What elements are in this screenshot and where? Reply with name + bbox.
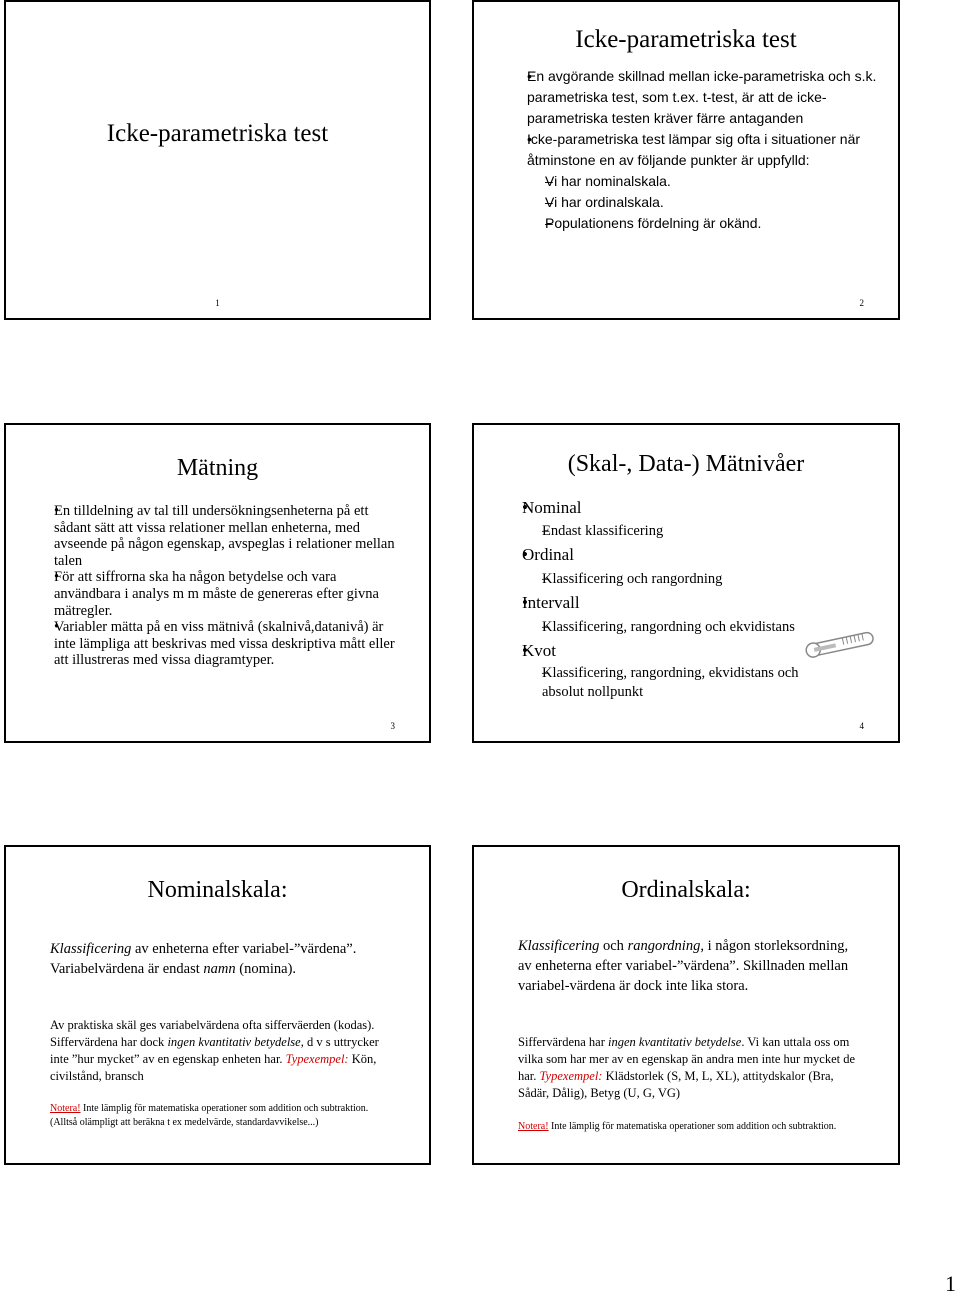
slide-6-note: Notera! Inte lämplig för matematiska operationer som addition och subtraktion. — [518, 1121, 837, 1132]
bullet-item: • En avgörande skillnad mellan icke-parametriska och s.k. parametriska test, som t.ex. t-test, är att de icke-parametriska testen kräver färre antaganden — [507, 66, 892, 129]
slide-1 — [4, 0, 431, 320]
slide-2-title: Icke-parametriska test — [575, 26, 797, 53]
slide-6-paragraph-2: Siffervärdena har ingen kvantitativ betydelse. Vi kan uttala oss om vilka som har mer av en egenskap än andra men inte hur mycket de har. Typexempel: Klädstorlek (S, M, L, XL), attitydskalor (Bra, Sådär, Dålig), Betyg (U, G, VG) — [518, 1035, 856, 1100]
slide-5-note: Notera! Inte lämplig för matematiska operationer som addition och subtraktion. (Alltså olämpligt att beräkna t ex medelvärde, standardavvikelse...) — [50, 1103, 369, 1128]
bullet-item: • Variabler mätta på en viss mätnivå (skalnivå,datanivå) är inte lämpliga att beskrivas med vissa deskriptiva mått eller att illustreras med vissa diagramtyper. — [30, 619, 402, 669]
slide-2-number: 2 — [859, 298, 864, 308]
bullet-item: • Icke-parametriska test lämpar sig ofta i situationer när åtminstone en av följande punkter är uppfylld: — [507, 129, 892, 171]
level-desc: – Klassificering, rangordning, ekvidistans och absolut nollpunkt — [504, 664, 864, 702]
level-item: • Ordinal — [504, 542, 864, 568]
level-item: • Nominal — [504, 496, 864, 520]
bullet-item: • För att siffrorna ska ha någon betydelse och vara användbara i analys m m måste de genereras efter givna mätregler. — [30, 569, 402, 619]
slide-3-number: 3 — [390, 721, 395, 731]
level-item: • Intervall — [504, 590, 864, 616]
slide-3 — [4, 423, 431, 743]
slide-4-levels — [504, 496, 864, 702]
slide-5 — [4, 845, 431, 1165]
slide-1-title: Icke-parametriska test — [106, 120, 329, 147]
level-desc: – Klassificering och rangordning — [504, 568, 864, 590]
note-label: Notera! — [518, 1121, 549, 1132]
slide-1-number: 1 — [215, 298, 220, 308]
slide-3-bullets — [30, 503, 402, 669]
slide-6-title: Ordinalskala: — [621, 877, 751, 903]
level-desc: – Endast klassificering — [504, 520, 864, 542]
sub-item: – Vi har ordinalskala. — [507, 192, 892, 213]
note-label: Notera! — [50, 1103, 81, 1114]
page-number: 1 — [945, 1271, 956, 1296]
slide-4-number: 4 — [859, 721, 864, 731]
slide-4-title: (Skal-, Data-) Mätnivåer — [567, 451, 805, 477]
thermometer-icon — [802, 621, 882, 671]
slide-2-bullets — [507, 66, 892, 234]
slide-2 — [472, 0, 900, 320]
slide-6-paragraph-1: Klassificering och rangordning, i någon storleksordning, av enheterna efter variabel-”värdena”. Skillnaden mellan variabel-värdena är dock inte lika stora. — [518, 938, 849, 994]
slide-6 — [472, 845, 900, 1165]
slide-5-title: Nominalskala: — [147, 877, 288, 903]
sub-item: – Populationens fördelning är okänd. — [507, 213, 892, 234]
level-item: • Kvot — [504, 638, 864, 664]
bullet-item: • En tilldelning av tal till undersökningsenheterna på ett sådant sätt att vissa relationer mellan enheterna, med avseende på någon egenskap, avspeglas i relationer mellan talen — [30, 503, 402, 569]
slide-4 — [472, 423, 900, 743]
sub-item: – Vi har nominalskala. — [507, 171, 892, 192]
slide-5-paragraph-2: Av praktiska skäl ges variabelvärdena ofta sifferväerden (kodas). Siffervärdena har dock ingen kvantitativ betydelse, d v s uttrycker inte ”hur mycket” av en egenskap enheten har. Typexempel: Kön, civilstånd, bransch — [50, 1018, 379, 1083]
slide-5-paragraph-1: Klassificering av enheterna efter variabel-”värdena”. Variabelvärdena är endast namn (nomina). — [50, 941, 357, 977]
slide-3-title: Mätning — [176, 455, 259, 481]
level-desc: – Klassificering, rangordning och ekvidistans — [504, 616, 864, 638]
